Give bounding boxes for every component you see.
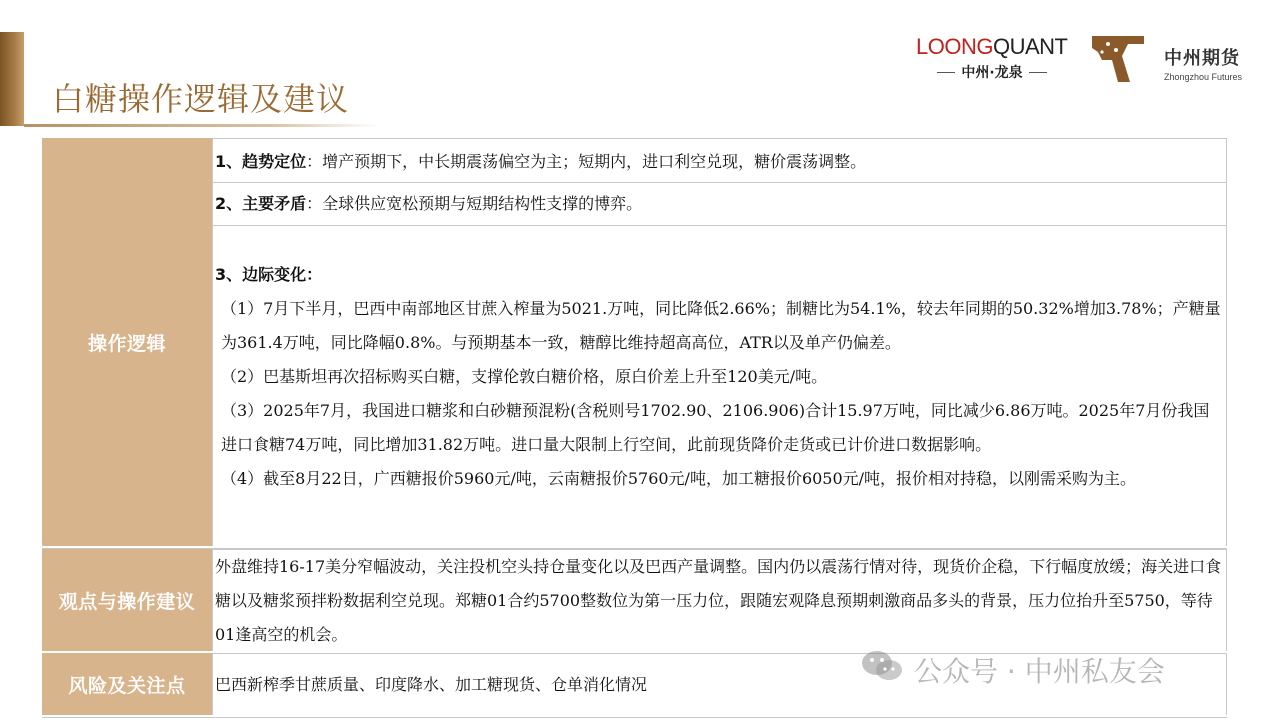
zhongzhou-leopard-icon [1088,30,1148,88]
view-row [42,549,1227,653]
logo-quant-text: QUANT [992,34,1068,59]
conflict-cell [212,182,1227,225]
marginal-item-2: （2）巴基斯坦再次招标购买白糖，支撑伦敦白糖价格，原白价差上升至120美元/吨。 [221,367,828,386]
marginal-item-3: （3）2025年7月，我国进口糖浆和白砂糖预混粉(含税则号1702.90、2106.906)合计15.97万吨，同比减少6.86万吨。2025年7月份我国进口食糖74万吨，同比增加31.82万吨。进口量大限制上行空间，此前现货降价走货或已计价进口数据影响。 [221,401,1210,454]
logic-table [42,138,1227,718]
watermark-text: 公众号 · 中州私友会 [914,654,1165,688]
zhongzhou-cn-name: 中州期货 [1164,48,1240,69]
view-text: 外盘维持16-17美分窄幅波动，关注投机空头持仓量变化以及巴西产量调整。国内仍以震荡行情对待，现货价企稳，下行幅度放缓；海关进口食糖以及糖浆预拌粉数据利空兑现。郑糖01合约5700整数位为第一压力位，跟随宏观降息预期刺激商品多头的背景，压力位抬升至5750，等待01逢高空的机会。 [212,549,1227,651]
wechat-watermark [860,648,1165,691]
trend-title: 1、趋势定位 [215,152,307,171]
logo-loong-text: LOONG [916,34,993,59]
wechat-icon [860,648,904,691]
marginal-item-4: （4）截至8月22日，广西糖报价5960元/吨，云南糖报价5760元/吨，加工糖报价6050元/吨，报价相对持稳，以刚需采购为主。 [221,469,1137,488]
risk-label: 风险及关注点 [42,653,212,717]
page-title: 白糖操作逻辑及建议 [52,80,350,118]
trend-text: ：增产预期下，中长期震荡偏空为主；短期内，进口利空兑现，糖价震荡调整。 [306,152,867,171]
marginal-title: 3、边际变化： [215,265,323,284]
zhongzhou-logo-text [1164,44,1242,82]
loongquant-logo [916,36,1068,84]
conflict-text: ：全球供应宽松预期与短期结构性支撑的博弈。 [306,194,643,213]
view-label: 观点与操作建议 [42,549,212,653]
marginal-cell [212,225,1227,546]
risk-text: 巴西新榨季甘蔗质量、印度降水、加工糖现货、仓单消化情况 [212,653,1227,715]
logic-row [42,138,1227,549]
logo-sub-text: 中州·龙泉 [961,65,1023,81]
trend-cell [212,138,1227,182]
title-underline [24,124,379,127]
logic-label: 操作逻辑 [42,138,212,548]
title-accent-bar [0,32,24,126]
marginal-item-1: （1）7月下半月，巴西中南部地区甘蔗入榨量为5021.万吨，同比降低2.66%；制糖比为54.1%，较去年同期的50.32%增加3.78%；产糖量为361.4万吨，同比降幅0.8%。与预期基本一致，糖醇比维持超高高位，ATR以及单产仍偏差。 [221,299,1221,352]
conflict-title: 2、主要矛盾 [215,194,307,213]
zhongzhou-en-name: Zhongzhou Futures [1164,72,1243,82]
